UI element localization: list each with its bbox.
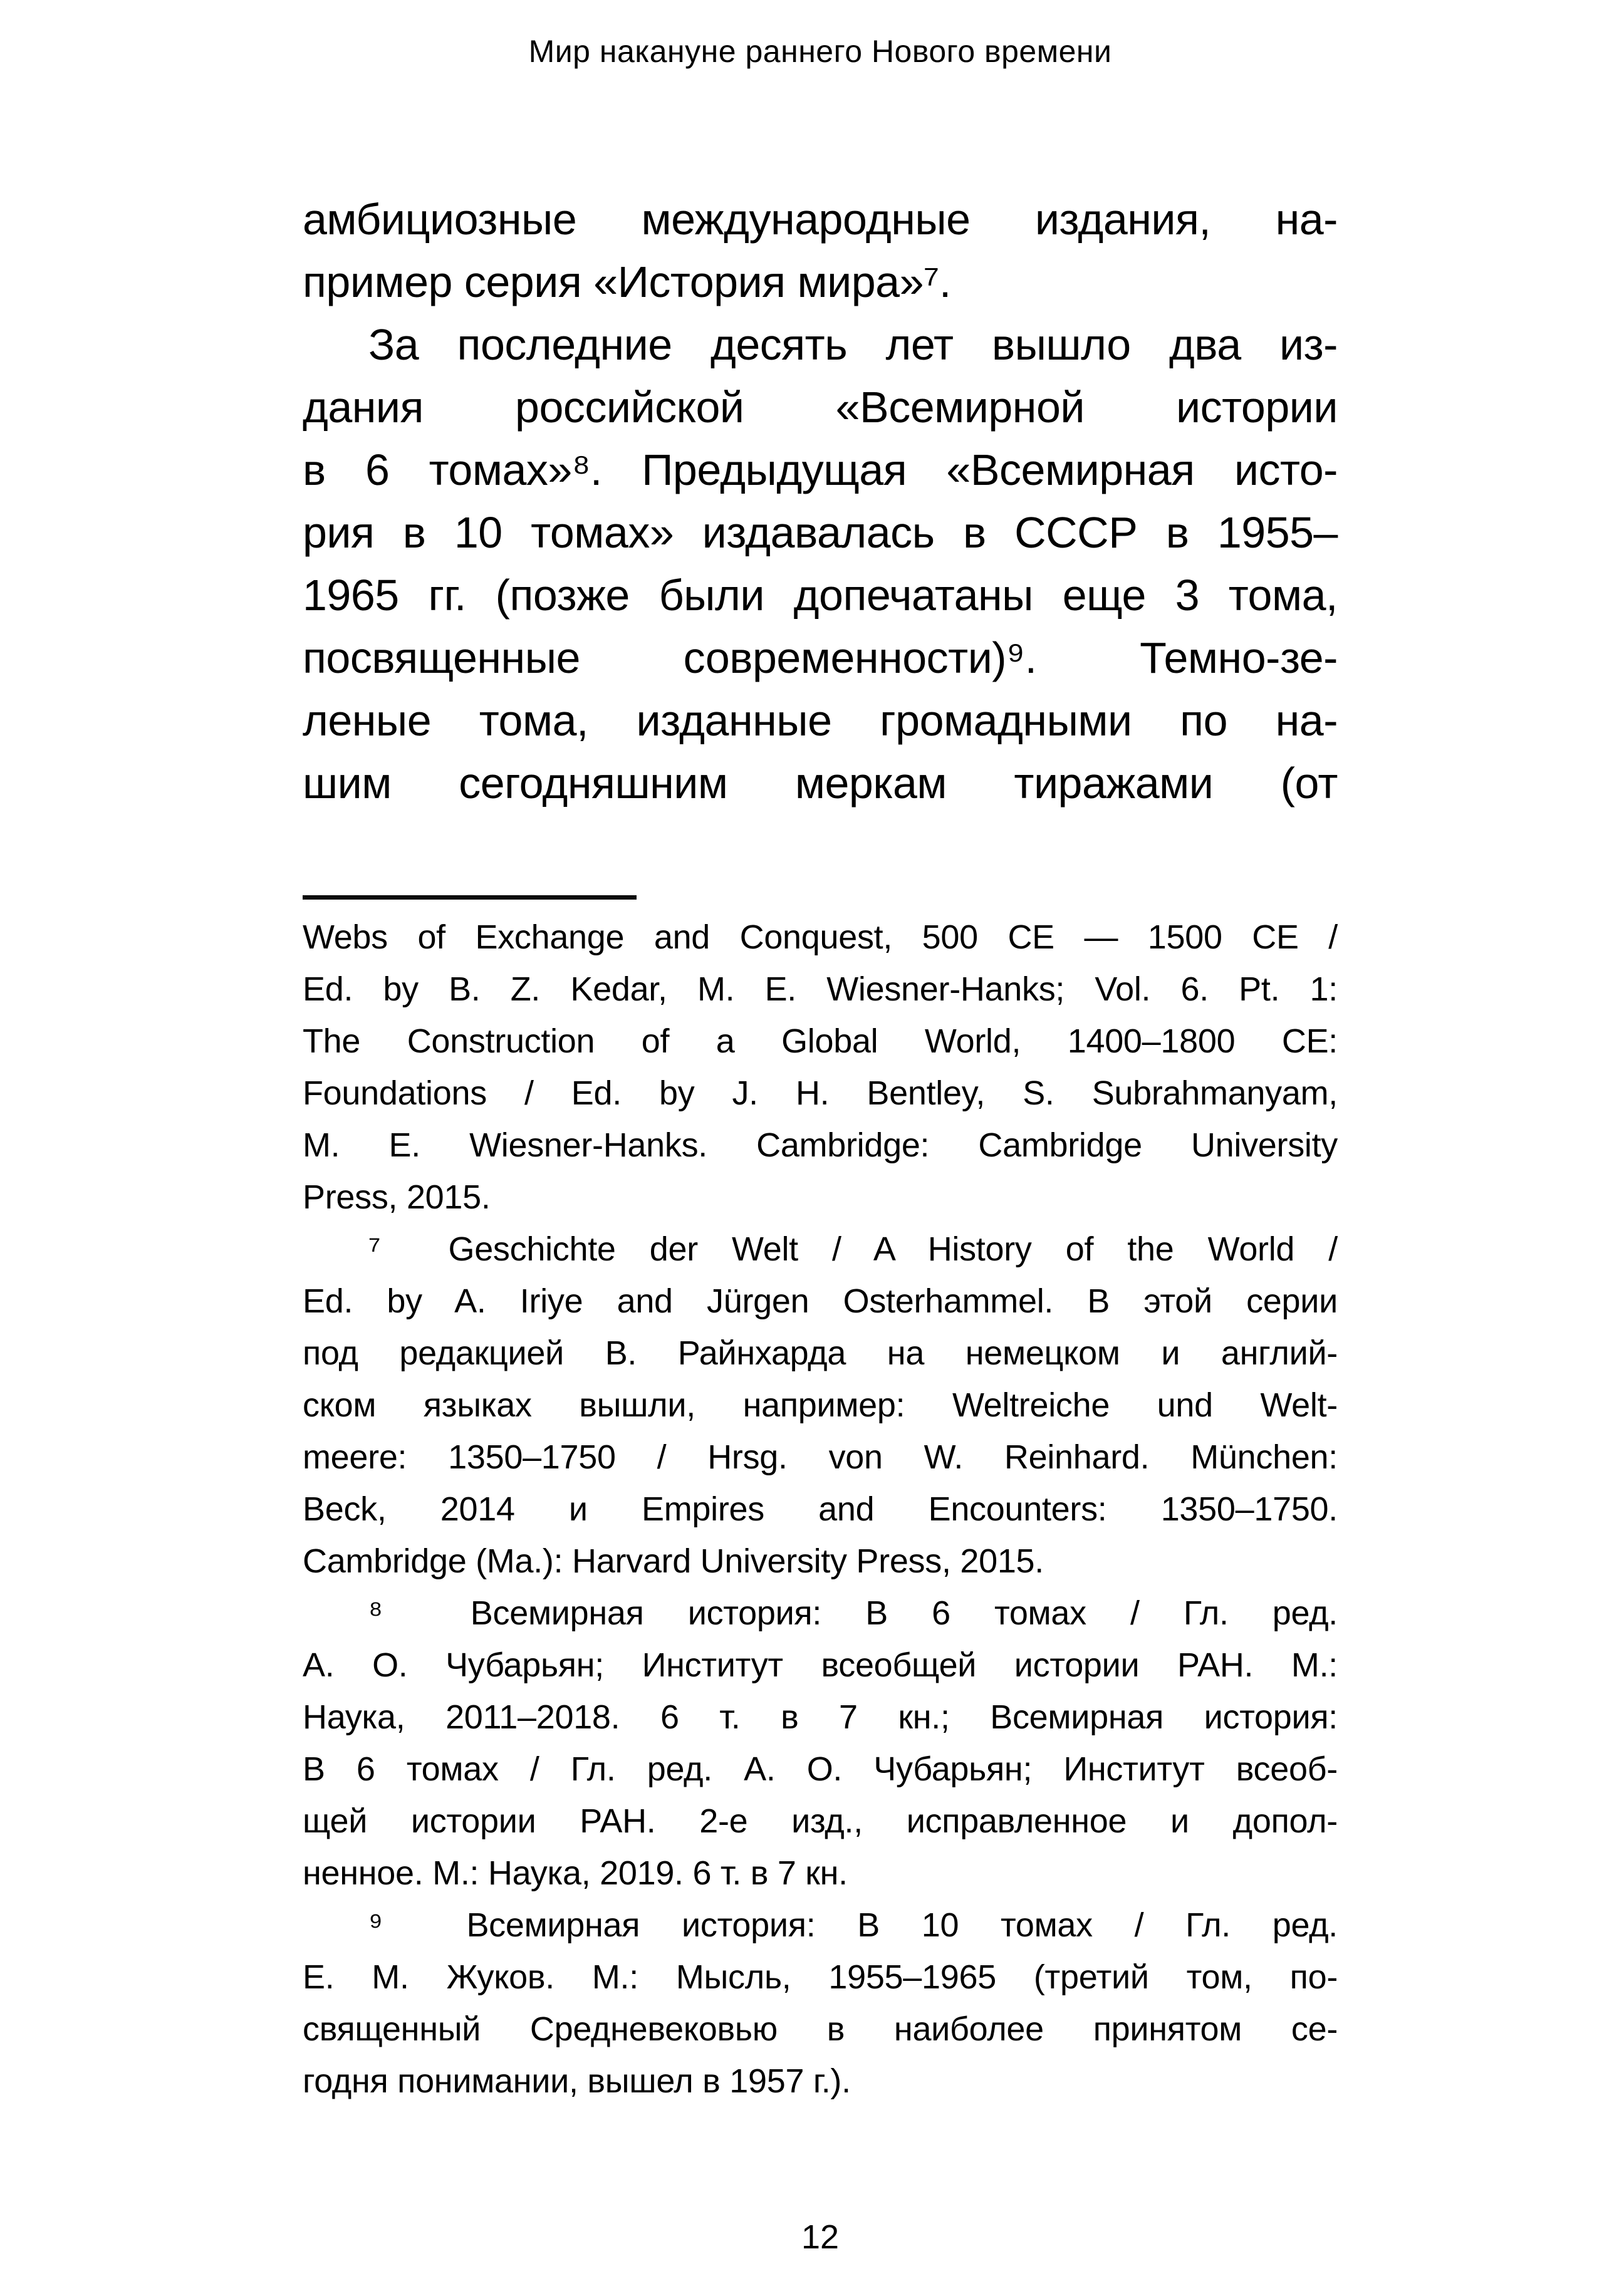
body-line: дания российской «Всемирной истории bbox=[303, 383, 1338, 432]
footnote-line: Е. М. Жуков. М.: Мысль, 1955–1965 (третий том, по- bbox=[303, 1958, 1338, 1996]
footnote-line: В 6 томах / Гл. ред. А. О. Чубарьян; Институт всеоб- bbox=[303, 1750, 1338, 1788]
footnote-line: ⁹ Всемирная история: В 10 томах / Гл. ред. bbox=[368, 1906, 1338, 1944]
footnote-line: meere: 1350–1750 / Hrsg. von W. Reinhard. München: bbox=[303, 1438, 1338, 1476]
footnote-line: Foundations / Ed. by J. H. Bentley, S. Subrahmanyam, bbox=[303, 1074, 1338, 1112]
footnote-line: под редакцией В. Райнхарда на немецком и англий- bbox=[303, 1334, 1338, 1372]
footnote-line: Cambridge (Ma.): Harvard University Press, 2015. bbox=[303, 1542, 1044, 1580]
footnote-line: Наука, 2011–2018. 6 т. в 7 кн.; Всемирная история: bbox=[303, 1698, 1338, 1736]
body-line: рия в 10 томах» издавалась в СССР в 1955– bbox=[303, 508, 1338, 557]
footnote-line: Ed. by B. Z. Kedar, M. E. Wiesner-Hanks; Vol. 6. Pt. 1: bbox=[303, 970, 1338, 1008]
body-line: шим сегодняшним меркам тиражами (от bbox=[303, 759, 1338, 808]
footnote-line: А. О. Чубарьян; Институт всеобщей истории РАН. М.: bbox=[303, 1646, 1338, 1684]
footnote-line: ⁷ Geschichte der Welt / A History of the World / bbox=[368, 1230, 1338, 1268]
body-line: посвященные современности)⁹. Темно-зе- bbox=[303, 633, 1338, 682]
footnote-line: священный Средневековью в наиболее принятом се- bbox=[303, 2010, 1338, 2048]
body-line: пример серия «История мира»⁷. bbox=[303, 257, 951, 306]
footnote-line: Press, 2015. bbox=[303, 1178, 491, 1216]
footnote-separator-rule bbox=[303, 895, 637, 900]
body-line: амбициозные международные издания, на- bbox=[303, 195, 1338, 244]
body-line: леные тома, изданные громадными по на- bbox=[303, 696, 1338, 745]
body-line: За последние десять лет вышло два из- bbox=[368, 320, 1338, 369]
running-header: Мир накануне раннего Нового времени bbox=[528, 34, 1112, 69]
body-line: в 6 томах»⁸. Предыдущая «Всемирная исто- bbox=[303, 445, 1338, 494]
footnote-line: The Construction of a Global World, 1400–1800 CE: bbox=[303, 1022, 1338, 1060]
footnote-line: щей истории РАН. 2-е изд., исправленное и допол- bbox=[303, 1802, 1338, 1840]
footnote-line: Webs of Exchange and Conquest, 500 CE — 1500 CE / bbox=[303, 918, 1338, 956]
footnotes-block bbox=[303, 912, 1338, 2107]
footnote-line: Beck, 2014 и Empires and Encounters: 1350–1750. bbox=[303, 1490, 1338, 1528]
main-text-block bbox=[303, 188, 1338, 814]
body-line: 1965 гг. (позже были допечатаны еще 3 тома, bbox=[303, 571, 1338, 620]
footnote-line: Ed. by A. Iriye and Jürgen Osterhammel. В этой серии bbox=[303, 1282, 1338, 1320]
footnote-line: ском языках вышли, например: Weltreiche und Welt- bbox=[303, 1386, 1338, 1424]
footnote-line: ненное. М.: Наука, 2019. 6 т. в 7 кн. bbox=[303, 1854, 848, 1892]
footnote-line: M. E. Wiesner-Hanks. Cambridge: Cambridge University bbox=[303, 1126, 1338, 1164]
page-number: 12 bbox=[801, 2218, 840, 2256]
footnote-line: ⁸ Всемирная история: В 6 томах / Гл. ред. bbox=[368, 1594, 1338, 1632]
footnote-line: годня понимании, вышел в 1957 г.). bbox=[303, 2062, 851, 2100]
